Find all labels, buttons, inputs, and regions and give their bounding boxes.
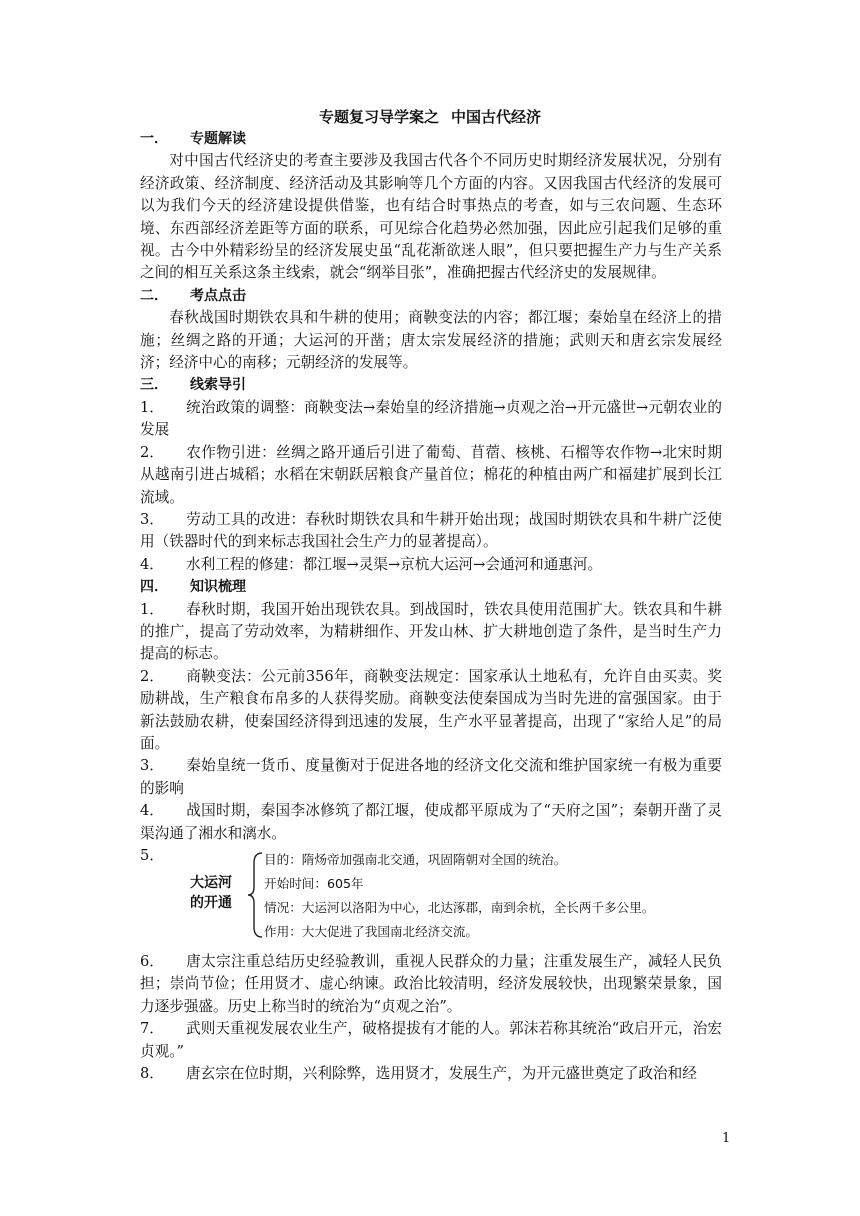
document-body (140, 128, 722, 1085)
page-title (0, 106, 860, 127)
title-part1: 专题复习导学案之 (318, 108, 439, 126)
figure-line-start: 开始时间：605年 (264, 876, 364, 891)
knowledge-item: 1． 春秋时期，我国开始出现铁农具。到战国时，铁农具使用范围扩大。铁农具和牛耕的推广，提高了劳动效率，为精耕细作、开发山林、扩大耕地创造了条件，是当时生产力提高的标志。 (140, 600, 722, 663)
knowledge-item: 6． 唐太宗注重总结历史经验教训，重视人民群众的力量；注重发展生产，减轻人民负担；崇尚节俭；任用贤才、虚心纳谏。政治比较清明，经济发展较快，出现繁荣景象，国力逐步强盛。历史上称当时的统治为“贞观之治”。 (140, 953, 722, 1015)
figure-heading: 大运河 的开通 (190, 875, 232, 911)
clue-item: 1． 统治政策的调整：商鞅变法→秦始皇的经济措施→贞观之治→开元盛世→元朝农业的发展 (140, 398, 722, 439)
section-heading-4: 四． 知识梳理 (140, 579, 246, 596)
brace-icon (246, 847, 266, 943)
figure-line-situation: 情况：大运河以洛阳为中心，北达涿郡，南到余杭，全长两千多公里。 (264, 900, 655, 915)
title-part2: 中国古代经济 (451, 108, 542, 126)
knowledge-item: 4． 战国时期，秦国李冰修筑了都江堰，使成都平原成为了“天府之国”；秦朝开凿了灵渠沟通了湘水和漓水。 (140, 802, 722, 842)
grand-canal-figure-row (140, 845, 722, 951)
figure-line-purpose: 目的：隋炀帝加强南北交通，巩固隋朝对全国的统治。 (264, 852, 567, 867)
section-heading-3: 三． 线索导引 (140, 377, 246, 394)
clue-item: 3． 劳动工具的改进：春秋时期铁农具和牛耕开始出现；战国时期铁农具和牛耕广泛使用（铁器时代的到来标志我国社会生产力的显著提高）。 (140, 510, 722, 551)
clue-item: 4． 水利工程的修建：都江堰→灵渠→京杭大运河→会通河和通惠河。 (140, 555, 603, 573)
knowledge-item: 2． 商鞅变法：公元前356年，商鞅变法规定：国家承认土地私有，允许自由买卖。奖励耕战，生产粮食布帛多的人获得奖励。商鞅变法使秦国成为当时先进的富强国家。由于新法鼓励农耕，使秦国经济得到迅速的发展，生产水平显著提高，出现了“家给人足”的局面。 (140, 667, 722, 752)
keypoints-paragraph: 春秋战国时期铁农具和牛耕的使用；商鞅变法的内容；都江堰；秦始皇在经济上的措施；丝绸之路的开通；大运河的开凿；唐太宗发展经济的措施；武则天和唐玄宗发展经济；经济中心的南移；元朝经济的发展等。 (140, 309, 722, 372)
intro-paragraph: 对中国古代经济史的考查主要涉及我国古代各个不同历史时期经济发展状况，分别有经济政策、经济制度、经济活动及其影响等几个方面的内容。又因我国古代经济的发展可以为我们今天的经济建设提供借鉴，也有结合时事热点的考查，如与三农问题、生态环境、东西部经济差距等方面的联系，可见综合化趋势必然加强，因此应引起我们足够的重视。古今中外精彩纷呈的经济发展史虽“乱花渐欲迷人眼”，但只要把握生产力与生产关系之间的相互关系这条主线索，就会“纲举目张”，准确把握古代经济史的发展规律。 (140, 152, 722, 282)
knowledge-item: 7． 武则天重视发展农业生产，破格提拔有才能的人。郭沫若称其统治“政启开元，治宏贞观。” (140, 1020, 722, 1060)
grand-canal-figure (186, 847, 696, 943)
figure-line-effect: 作用：大大促进了我国南北经济交流。 (264, 924, 479, 939)
knowledge-item: 3． 秦始皇统一货币、度量衡对于促进各地的经济文化交流和维护国家统一有极为重要的影响 (140, 757, 722, 797)
section-heading-2: 二． 考点点击 (140, 287, 246, 304)
figure-number: 5． (140, 847, 164, 864)
knowledge-item: 8． 唐玄宗在位时期，兴利除弊，选用贤才，发展生产，为开元盛世奠定了政治和经 (140, 1065, 697, 1083)
page-number: 1 (722, 1131, 731, 1146)
clue-item: 2． 农作物引进：丝绸之路开通后引进了葡萄、苜蓿、核桃、石榴等农作物→北宋时期从越南引进占城稻；水稻在宋朝跃居粮食产量首位；棉花的种植由两广和福建扩展到长江流域。 (140, 443, 722, 506)
section-heading-1: 一． 专题解读 (140, 131, 246, 147)
